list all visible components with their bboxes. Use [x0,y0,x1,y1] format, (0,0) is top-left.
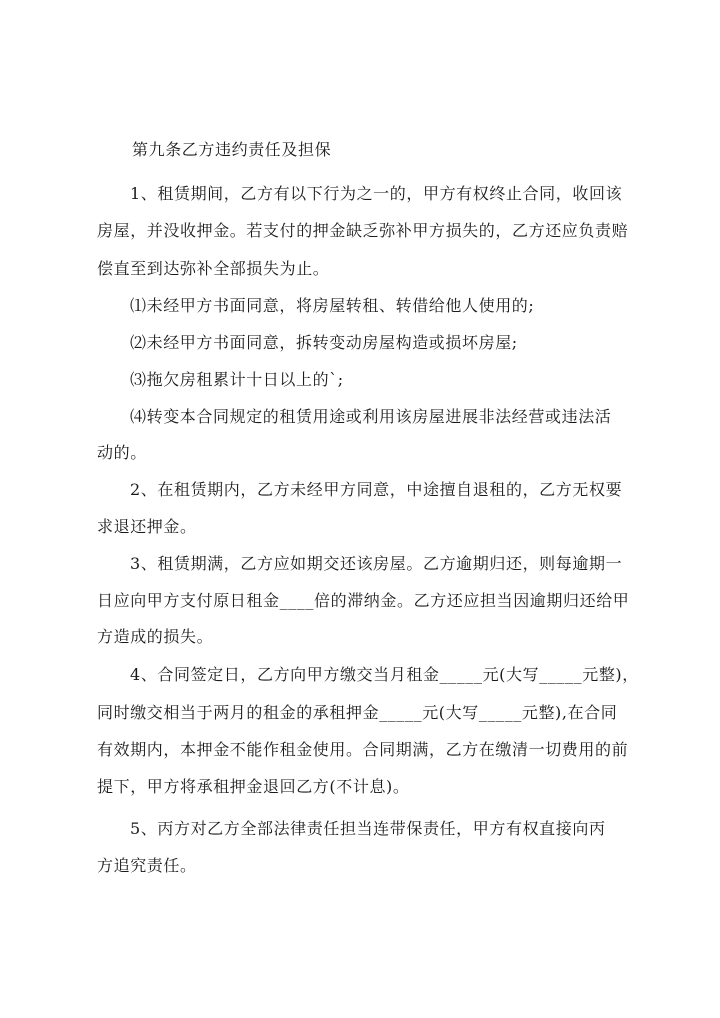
clause-1-line-1: 1、租赁期间，乙方有以下行为之一的，甲方有权终止合同，收回该 [130,184,623,203]
clause-4-line-1: 4、合同签定日，乙方向甲方缴交当月租金_____元(大写_____元整)， [130,665,639,684]
clause-5-line-2: 方追究责任。 [97,856,197,875]
clause-2-line-2: 求退还押金。 [97,517,197,536]
clause-3-line-3: 方造成的损失。 [97,627,214,646]
sub-item-4-line-2: 动的。 [97,443,147,462]
clause-1-line-3: 偿直至到达弥补全部损失为止。 [97,259,330,278]
clause-4-line-4: 提下，甲方将承租押金退回乙方(不计息)。 [97,777,410,796]
sub-item-1: ⑴未经甲方书面同意，将房屋转租、转借给他人使用的; [130,296,535,315]
clause-5-line-1: 5、丙方对乙方全部法律责任担当连带保责任，甲方有权直接向丙 [130,819,606,838]
clause-3-line-1: 3、租赁期满，乙方应如期交还该房屋。乙方逾期归还，则每逾期一 [130,554,623,573]
clause-2-line-1: 2、在租赁期内，乙方未经甲方同意，中途擅自退租的，乙方无权要 [130,480,623,499]
clause-3-line-2: 日应向甲方支付原日租金____倍的滞纳金。乙方还应担当因逾期归还给甲 [97,591,630,610]
sub-item-3: ⑶拖欠房租累计十日以上的`; [130,370,344,389]
article-heading: 第九条乙方违约责任及担保 [132,140,332,159]
clause-1-line-2: 房屋，并没收押金。若支付的押金缺乏弥补甲方损失的，乙方还应负责赔 [97,221,629,240]
sub-item-4-line-1: ⑷转变本合同规定的租赁用途或利用该房屋进展非法经营或违法活 [130,407,612,426]
sub-item-2: ⑵未经甲方书面同意，拆转变动房屋构造或损坏房屋; [130,333,518,352]
clause-4-line-2: 同时缴交相当于两月的租金的承租押金_____元(大写_____元整),在合同 [97,703,618,722]
clause-4-line-3: 有效期内，本押金不能作租金使用。合同期满，乙方在缴清一切费用的前 [97,740,629,759]
